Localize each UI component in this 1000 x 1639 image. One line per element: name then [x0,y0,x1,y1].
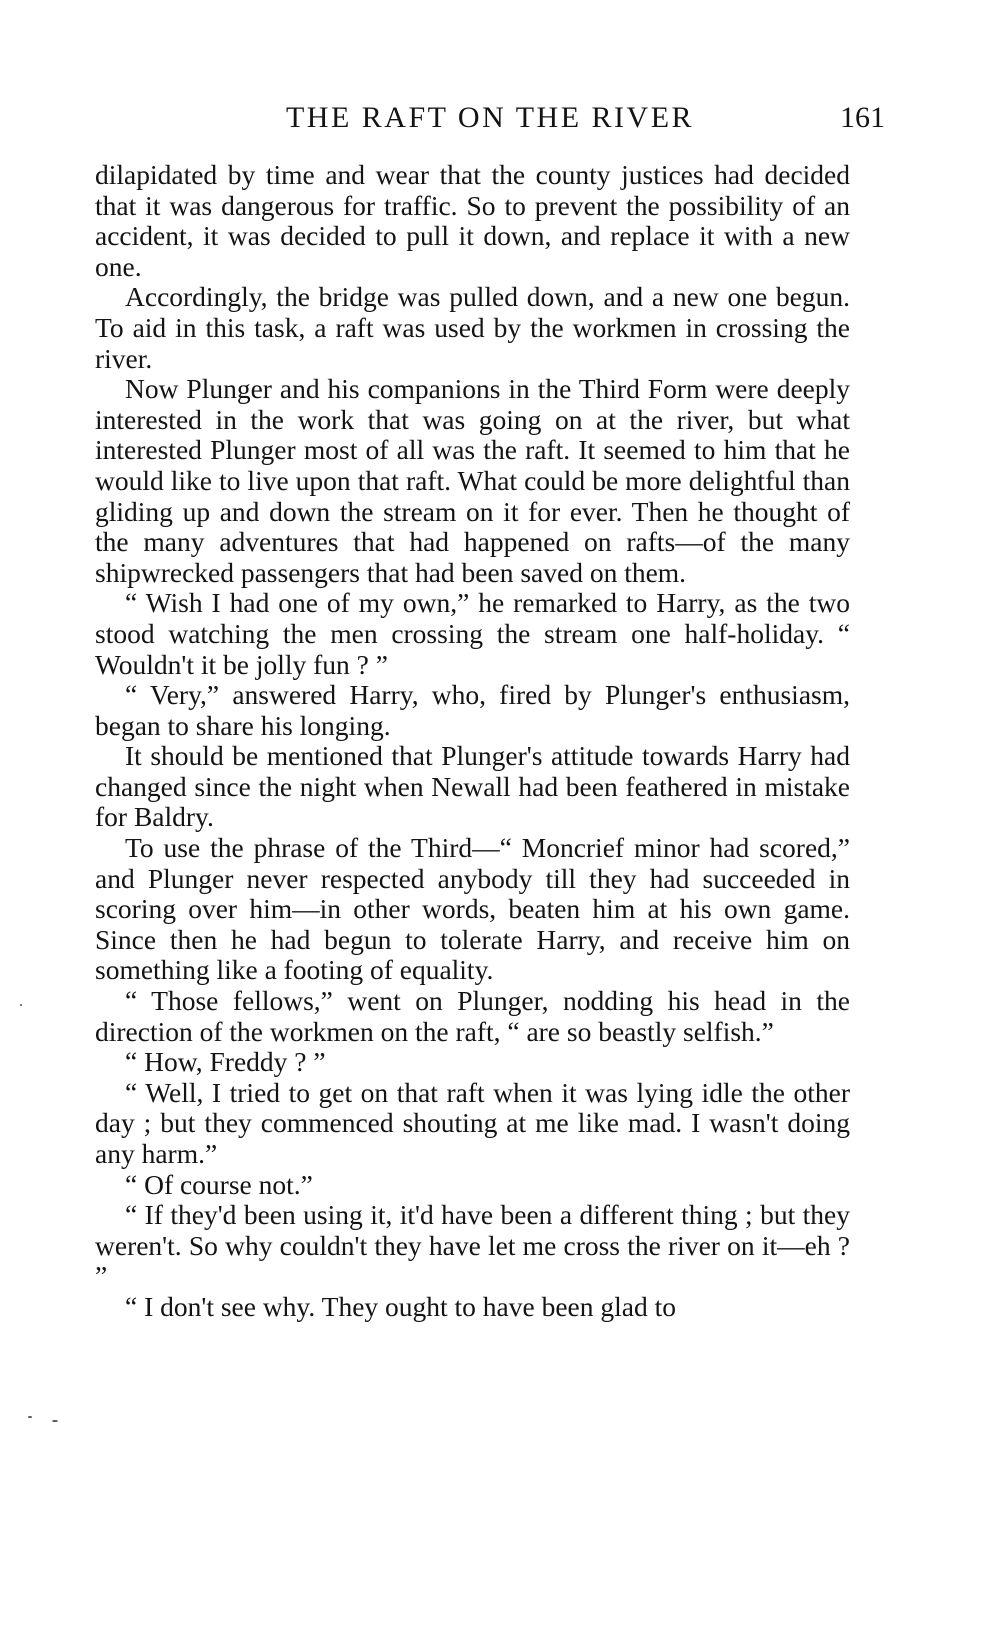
paragraph: It should be mentioned that Plunger's attitude towards Harry had changed since the night when Newall had been feathered in mistake for Baldry. [95,740,850,833]
page-number: 161 [840,101,885,134]
running-head [95,98,885,138]
scan-speck [28,1416,32,1418]
paragraph: To use the phrase of the Third—“ Moncrief minor had scored,” and Plunger never respected anybody till they had succeeded in scoring over him—in other words, beaten him at his own game. Since then he had begun to tolerate Harry, and receive him on something like a footing of equality. [95,832,850,986]
paragraph: “ How, Freddy ? ” [125,1046,326,1078]
paragraph: “ I don't see why. They ought to have been glad to [125,1290,676,1322]
scan-speck [20,1004,22,1006]
paragraph: “ Very,” answered Harry, who, fired by Plunger's enthusiasm, began to share his longing. [95,679,850,741]
paragraph: dilapidated by time and wear that the county justices had decided that it was dangerous for traffic. So to prevent the possibility of an accident, it was decided to pull it down, and replace it with a new one. [95,159,850,282]
running-title: THE RAFT ON THE RIVER [285,101,695,134]
paragraph: “ If they'd been using it, it'd have been a different thing ; but they weren't. So why couldn't they have let me cross the river on it—eh ? ” [95,1199,850,1292]
paragraph: “ Well, I tried to get on that raft when it was lying idle the other day ; but they commenced shouting at me like mad. I wasn't doing any harm.” [95,1076,850,1169]
scan-speck [52,1420,58,1422]
paragraph: Now Plunger and his companions in the Third Form were deeply interested in the work that was going on at the river, but what interested Plunger most of all was the raft. It seemed to him that he would like to live upon that raft. What could be more delightful than gliding up and down the stream on it for ever. Then he thought of the many adventures that had happened on rafts—of the many shipwrecked passengers that had been saved on them. [95,373,850,588]
paragraph: Accordingly, the bridge was pulled down, and a new one begun. To aid in this task, a raft was used by the workmen in crossing the river. [95,281,850,374]
paragraph: “ Of course not.” [125,1168,313,1200]
paragraph: “ Wish I had one of my own,” he remarked to Harry, as the two stood watching the men crossing the stream one half-holiday. “ Wouldn't it be jolly fun ? ” [95,587,850,680]
body-text [95,160,850,1323]
paragraph: “ Those fellows,” went on Plunger, nodding his head in the direction of the workmen on the raft, “ are so beastly selfish.” [95,985,850,1047]
